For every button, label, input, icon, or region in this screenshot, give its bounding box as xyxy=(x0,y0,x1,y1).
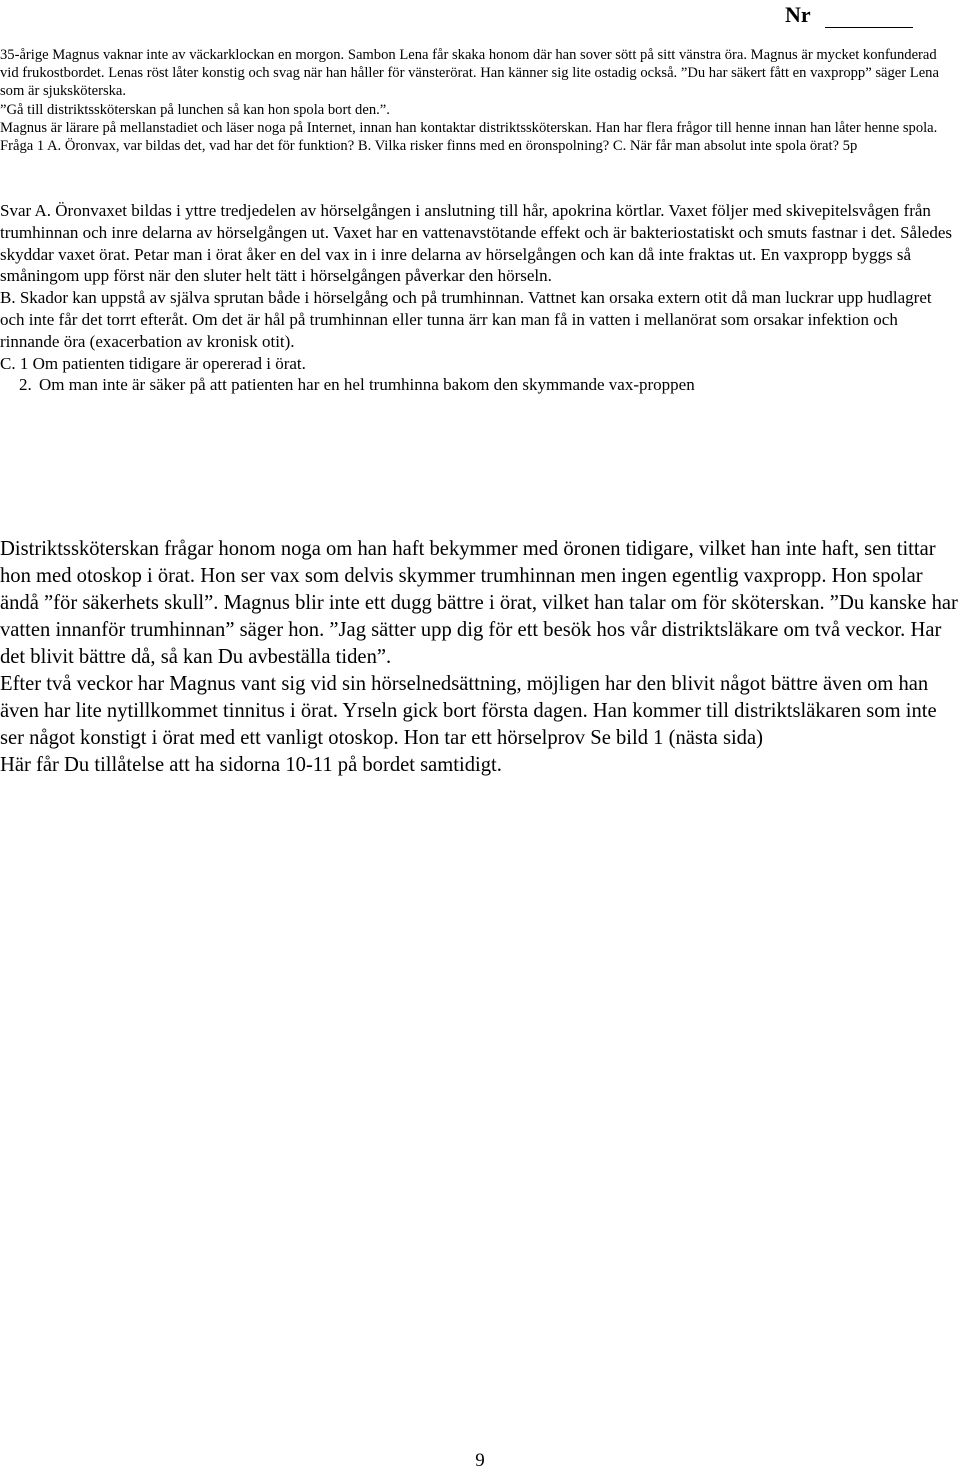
story-paragraph-3: Här får Du tillåtelse att ha sidorna 10-11 på bordet samtidigt. xyxy=(0,754,502,776)
nr-blank-line xyxy=(825,9,913,28)
intro-question: Magnus är lärare på mellanstadiet och läser noga på Internet, innan han kontaktar distriktssköterskan. Han har flera frågor till henne innan han låter henne spola. Fråga 1 A. Öronvax, var bildas det, vad har det för funktion? B. Vilka risker finns med en öronspolning? C. När får man absolut inte spola örat? 5p xyxy=(0,119,938,155)
story-paragraph-1: Distriktssköterskan frågar honom noga om han haft bekymmer med öronen tidigare, vilket han inte haft, sen tittar hon med otoskop i örat. Hon ser vax som delvis skymmer trumhinnan men ingen egentlig vaxpropp. Hon spolar ändå ”för säkerhets skull”. Magnus blir inte ett dugg bättre i örat, vilket han talar om för sköterskan. ”Du kanske har vatten innanför trumhinnan” säger hon. ”Jag sätter upp dig för ett besök hos vår distriktsläkare om två veckor. Har det blivit bättre då, så kan Du avbeställa tiden”. xyxy=(0,538,958,668)
case-continuation xyxy=(0,536,960,779)
intro-paragraph-2: ”Gå till distriktssköterskan på lunchen så kan hon spola bort den.”. xyxy=(0,101,390,118)
answer-section xyxy=(0,200,955,396)
case-intro xyxy=(0,46,955,155)
answer-a: Svar A. Öronvaxet bildas i yttre tredjedelen av hörselgången i anslutning till hår, apokrina körtlar. Vaxet följer med skivepitelsvågen från trumhinnan och inre delarna av hörselgången ut. Vaxet har en vattenavstötande effekt och är bakteriostatiskt och smuts fastnar i det. Således skyddar vaxet örat. Petar man i örat åker en del vax in i inre delarna av hörselgången och kan då inte fraktas ut. En vaxpropp byggs så småningom upp först när den sluter helt tätt i hörselgången påverkar den hörseln. xyxy=(0,201,953,286)
answer-c2-text: Om man inte är säker på att patienten har en hel trumhinna bakom den skymmande vax-proppen xyxy=(39,375,695,395)
number-field xyxy=(785,2,913,28)
answer-c1: C. 1 Om patienten tidigare är opererad i örat. xyxy=(0,353,306,373)
nr-label: Nr xyxy=(785,2,811,27)
answer-c2-number: 2. xyxy=(19,375,32,395)
answer-b: B. Skador kan uppstå av själva sprutan både i hörselgång och på trumhinnan. Vattnet kan orsaka extern otit då man luckrar upp hudlagret och inte får det torrt efteråt. Om det är hål på trumhinnan eller tunna ärr kan man få in vatten i mellanörat som orsakar infektion och rinnande öra (exacerbation av kronisk otit). xyxy=(0,288,932,351)
page-number: 9 xyxy=(475,1450,485,1471)
answer-c2 xyxy=(19,374,774,396)
intro-paragraph-1: 35-årige Magnus vaknar inte av väckarklockan en morgon. Sambon Lena får skaka honom där han sover sött på sitt vänstra öra. Magnus är mycket konfunderad vid frukostbordet. Lenas röst låter konstig och svag när han håller för vänsterörat. Han känner sig lite ostadig också. ”Du har säkert fått en vaxpropp” säger Lena som är sjuksköterska. xyxy=(0,47,939,100)
story-paragraph-2: Efter två veckor har Magnus vant sig vid sin hörselnedsättning, möjligen har den blivit något bättre även om han även har lite nytillkommet tinnitus i örat. Yrseln gick bort första dagen. Han kommer till distriktsläkaren som inte ser något konstigt i örat med ett vanligt otoskop. Hon tar ett hörselprov Se bild 1 (nästa sida) xyxy=(0,673,937,749)
